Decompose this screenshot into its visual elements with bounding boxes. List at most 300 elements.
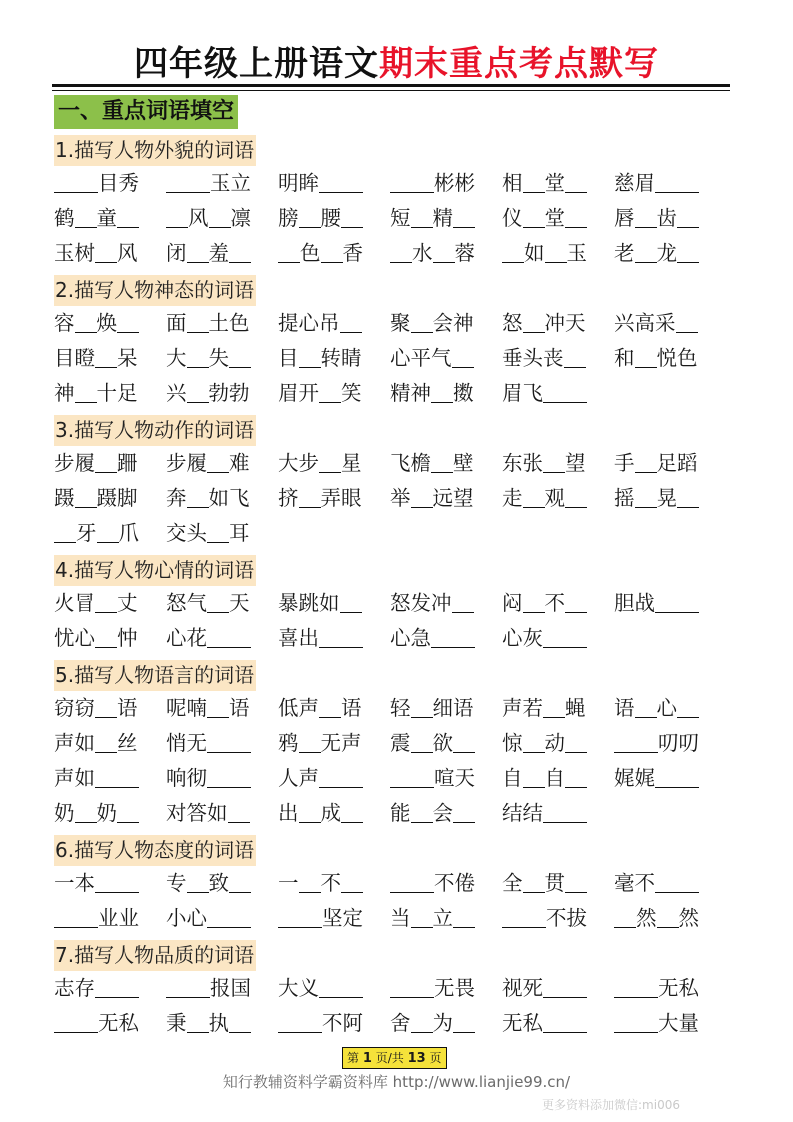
- fill-blank[interactable]: [677, 693, 699, 718]
- word-item: [390, 166, 502, 201]
- fill-blank[interactable]: [187, 343, 209, 368]
- fill-blank[interactable]: [54, 1008, 98, 1033]
- word-char: 天: [565, 311, 586, 335]
- word-char: 奶: [96, 801, 117, 825]
- fill-blank[interactable]: [523, 763, 545, 788]
- fill-blank[interactable]: [95, 693, 117, 718]
- fill-blank[interactable]: [341, 868, 363, 893]
- fill-blank[interactable]: [411, 1008, 433, 1033]
- word-item: [166, 341, 278, 376]
- word-char: 悄: [166, 731, 187, 755]
- fill-blank[interactable]: [299, 483, 321, 508]
- fill-blank[interactable]: [614, 973, 658, 998]
- fill-blank[interactable]: [411, 203, 433, 228]
- word-char: 倦: [454, 871, 475, 895]
- fill-blank[interactable]: [229, 343, 251, 368]
- word-row: [54, 1006, 734, 1041]
- page-mid: 页/共: [375, 1051, 404, 1065]
- fill-blank[interactable]: [411, 728, 433, 753]
- word-char: 精: [432, 206, 453, 230]
- word-char: 水: [412, 241, 433, 265]
- word-item: [54, 376, 166, 411]
- word-char: 不: [434, 871, 455, 895]
- word-item: [278, 236, 390, 271]
- word-char: 语: [614, 696, 635, 720]
- fill-blank[interactable]: [278, 1008, 322, 1033]
- fill-blank[interactable]: [341, 798, 363, 823]
- word-char: 勃: [229, 381, 250, 405]
- word-item: [278, 376, 390, 411]
- fill-blank[interactable]: [299, 798, 321, 823]
- fill-blank[interactable]: [452, 343, 474, 368]
- word-char: 垂: [502, 346, 523, 370]
- fill-blank[interactable]: [166, 203, 188, 228]
- word-row: [54, 621, 734, 656]
- fill-blank[interactable]: [411, 903, 433, 928]
- word-item: [54, 1006, 166, 1041]
- word-char: 大: [166, 346, 187, 370]
- fill-blank[interactable]: [319, 763, 363, 788]
- fill-blank[interactable]: [390, 763, 434, 788]
- word-row: [54, 306, 734, 341]
- fill-blank[interactable]: [523, 168, 545, 193]
- fill-blank[interactable]: [411, 798, 433, 823]
- fill-blank[interactable]: [75, 203, 97, 228]
- word-char: 悦: [656, 346, 677, 370]
- word-item: [54, 691, 166, 726]
- fill-blank[interactable]: [299, 343, 321, 368]
- fill-blank[interactable]: [543, 378, 587, 403]
- fill-blank[interactable]: [565, 763, 587, 788]
- word-char: 飞: [229, 486, 250, 510]
- fill-blank[interactable]: [676, 308, 698, 333]
- word-char: 树: [74, 241, 95, 265]
- word-row: [54, 796, 734, 831]
- word-char: 足: [656, 451, 677, 475]
- fill-blank[interactable]: [299, 868, 321, 893]
- word-char: 人: [278, 766, 299, 790]
- word-char: 贯: [544, 871, 565, 895]
- category-heading: 6.描写人物态度的词语: [54, 835, 256, 866]
- fill-blank[interactable]: [75, 308, 97, 333]
- fill-blank[interactable]: [543, 623, 587, 648]
- word-char: 坚: [322, 906, 343, 930]
- word-item: [278, 761, 390, 796]
- fill-blank[interactable]: [411, 308, 433, 333]
- word-item: [390, 1006, 502, 1041]
- word-char: 胆: [614, 591, 635, 615]
- page-suffix: 页: [429, 1051, 442, 1065]
- word-char: 步: [298, 451, 319, 475]
- word-char: 壁: [453, 451, 474, 475]
- word-row: [54, 201, 734, 236]
- word-item: [614, 236, 714, 271]
- category-heading: 5.描写人物语言的词语: [54, 660, 256, 691]
- word-item: [614, 166, 714, 201]
- word-item: [502, 796, 614, 831]
- fill-blank[interactable]: [452, 588, 474, 613]
- word-char: 战: [634, 591, 655, 615]
- fill-blank[interactable]: [614, 903, 636, 928]
- fill-blank[interactable]: [166, 168, 210, 193]
- fill-blank[interactable]: [543, 798, 587, 823]
- category-heading: 4.描写人物心情的词语: [54, 555, 256, 586]
- fill-blank[interactable]: [319, 973, 363, 998]
- word-char: 彻: [186, 766, 207, 790]
- word-char: 语: [229, 696, 250, 720]
- fill-blank[interactable]: [207, 518, 229, 543]
- word-char: 足: [117, 381, 138, 405]
- fill-blank[interactable]: [75, 798, 97, 823]
- word-char: 走: [502, 486, 523, 510]
- fill-blank[interactable]: [117, 308, 139, 333]
- word-char: 量: [678, 1011, 699, 1035]
- word-char: 彬: [454, 171, 475, 195]
- word-char: 交: [166, 521, 187, 545]
- fill-blank[interactable]: [523, 308, 545, 333]
- fill-blank[interactable]: [95, 238, 117, 263]
- word-item: [166, 306, 278, 341]
- page-prefix: 第: [347, 1051, 360, 1065]
- fill-blank[interactable]: [321, 238, 343, 263]
- word-char: 冒: [74, 591, 95, 615]
- fill-blank[interactable]: [95, 343, 117, 368]
- word-char: 低: [278, 696, 299, 720]
- fill-blank[interactable]: [677, 238, 699, 263]
- word-char: 存: [74, 976, 95, 1000]
- fill-blank[interactable]: [523, 483, 545, 508]
- fill-blank[interactable]: [228, 798, 250, 823]
- word-char: 眉: [634, 171, 655, 195]
- fill-blank[interactable]: [278, 238, 300, 263]
- fill-blank[interactable]: [207, 763, 251, 788]
- word-char: 聚: [390, 311, 411, 335]
- fill-blank[interactable]: [229, 238, 251, 263]
- word-char: 喜: [278, 626, 299, 650]
- word-char: 神: [54, 381, 75, 405]
- word-item: [502, 306, 614, 341]
- fill-blank[interactable]: [565, 203, 587, 228]
- fill-blank[interactable]: [655, 168, 699, 193]
- word-item: [166, 236, 278, 271]
- word-char: 能: [390, 801, 411, 825]
- fill-blank[interactable]: [187, 868, 209, 893]
- word-item: [502, 236, 614, 271]
- word-char: 凛: [230, 206, 251, 230]
- word-char: 当: [390, 906, 411, 930]
- fill-blank[interactable]: [565, 168, 587, 193]
- fill-blank[interactable]: [207, 448, 229, 473]
- word-char: 龙: [656, 241, 677, 265]
- word-item: [614, 201, 714, 236]
- fill-blank[interactable]: [340, 588, 362, 613]
- word-item: [390, 621, 502, 656]
- fill-blank[interactable]: [278, 903, 322, 928]
- word-char: 娓: [614, 766, 635, 790]
- word-char: 天: [229, 591, 250, 615]
- fill-blank[interactable]: [166, 973, 210, 998]
- word-char: 蹈: [677, 451, 698, 475]
- word-item: [502, 201, 614, 236]
- fill-blank[interactable]: [207, 728, 251, 753]
- word-item: [54, 726, 166, 761]
- fill-blank[interactable]: [207, 693, 229, 718]
- word-item: [502, 1006, 614, 1041]
- fill-blank[interactable]: [117, 203, 139, 228]
- fill-blank[interactable]: [319, 168, 363, 193]
- word-item: [390, 236, 502, 271]
- word-item: [502, 166, 614, 201]
- word-char: 童: [96, 206, 117, 230]
- word-item: [502, 621, 614, 656]
- word-char: 私: [522, 1011, 543, 1035]
- fill-blank[interactable]: [75, 483, 97, 508]
- fill-blank[interactable]: [207, 623, 251, 648]
- word-item: [278, 726, 390, 761]
- fill-blank[interactable]: [635, 483, 657, 508]
- word-item: [166, 481, 278, 516]
- fill-blank[interactable]: [187, 308, 209, 333]
- word-char: 履: [186, 451, 207, 475]
- word-char: 业: [98, 906, 119, 930]
- word-char: 目: [278, 346, 299, 370]
- word-char: 摇: [614, 486, 635, 510]
- word-char: 忡: [117, 626, 138, 650]
- fill-blank[interactable]: [453, 903, 475, 928]
- fill-blank[interactable]: [564, 343, 586, 368]
- word-item: [54, 971, 166, 1006]
- word-item: [390, 691, 502, 726]
- category-heading-wrap: [54, 411, 734, 446]
- fill-blank[interactable]: [319, 448, 341, 473]
- word-char: 声: [54, 731, 75, 755]
- word-char: 目: [54, 346, 75, 370]
- word-char: 瞪: [74, 346, 95, 370]
- fill-blank[interactable]: [545, 238, 567, 263]
- word-item: [614, 901, 714, 936]
- fill-blank[interactable]: [229, 868, 251, 893]
- word-char: 惊: [502, 731, 523, 755]
- word-char: 相: [502, 171, 523, 195]
- fill-blank[interactable]: [54, 168, 98, 193]
- word-item: [54, 586, 166, 621]
- word-char: 眉: [278, 381, 299, 405]
- fill-blank[interactable]: [187, 378, 209, 403]
- fill-blank[interactable]: [319, 378, 341, 403]
- fill-blank[interactable]: [117, 798, 139, 823]
- word-char: 望: [453, 486, 474, 510]
- fill-blank[interactable]: [565, 483, 587, 508]
- fill-blank[interactable]: [635, 203, 657, 228]
- page-indicator: [342, 1047, 447, 1069]
- fill-blank[interactable]: [187, 483, 209, 508]
- fill-blank[interactable]: [54, 518, 76, 543]
- word-item: [54, 516, 166, 551]
- word-char: 火: [54, 591, 75, 615]
- footer-site-link[interactable]: 知行教辅资料学霸资料库 http://www.lianjie99.cn/: [222, 1073, 571, 1091]
- fill-blank[interactable]: [614, 1008, 658, 1033]
- fill-blank[interactable]: [502, 238, 524, 263]
- fill-blank[interactable]: [207, 903, 251, 928]
- word-row: [54, 481, 734, 516]
- fill-blank[interactable]: [543, 1008, 587, 1033]
- fill-blank[interactable]: [502, 903, 546, 928]
- word-char: 秉: [166, 1011, 187, 1035]
- fill-blank[interactable]: [635, 238, 657, 263]
- word-char: 一: [54, 871, 75, 895]
- fill-blank[interactable]: [543, 693, 565, 718]
- fill-blank[interactable]: [187, 238, 209, 263]
- fill-blank[interactable]: [319, 623, 363, 648]
- word-char: 震: [390, 731, 411, 755]
- word-char: 弄: [320, 486, 341, 510]
- word-char: 短: [390, 206, 411, 230]
- word-item: [278, 866, 390, 901]
- word-item: [54, 901, 166, 936]
- word-char: 不: [546, 906, 567, 930]
- fill-blank[interactable]: [657, 903, 679, 928]
- word-item: [54, 341, 166, 376]
- fill-blank[interactable]: [433, 238, 455, 263]
- fill-blank[interactable]: [431, 623, 475, 648]
- word-char: 齿: [656, 206, 677, 230]
- fill-blank[interactable]: [523, 203, 545, 228]
- fill-blank[interactable]: [390, 868, 434, 893]
- word-char: 檐: [410, 451, 431, 475]
- word-char: 如: [524, 241, 545, 265]
- word-char: 私: [678, 976, 699, 1000]
- fill-blank[interactable]: [565, 728, 587, 753]
- word-item: [166, 166, 278, 201]
- word-char: 结: [522, 801, 543, 825]
- fill-blank[interactable]: [523, 868, 545, 893]
- word-item: [166, 971, 278, 1006]
- fill-blank[interactable]: [453, 203, 475, 228]
- fill-blank[interactable]: [431, 378, 453, 403]
- word-char: 如: [208, 486, 229, 510]
- word-char: 腰: [320, 206, 341, 230]
- fill-blank[interactable]: [453, 1008, 475, 1033]
- fill-blank[interactable]: [299, 728, 321, 753]
- word-char: 呢: [166, 696, 187, 720]
- category-heading: 7.描写人物品质的词语: [54, 940, 256, 971]
- word-item: [278, 796, 390, 831]
- fill-blank[interactable]: [207, 588, 229, 613]
- word-item: [54, 236, 166, 271]
- title-rule-thin: [52, 90, 730, 91]
- word-char: 出: [298, 626, 319, 650]
- word-char: 彬: [434, 171, 455, 195]
- word-char: 举: [390, 486, 411, 510]
- category-heading: 1.描写人物外貌的词语: [54, 135, 256, 166]
- fill-blank[interactable]: [75, 378, 97, 403]
- word-char: 死: [522, 976, 543, 1000]
- word-char: 定: [342, 906, 363, 930]
- word-char: 天: [454, 766, 475, 790]
- word-char: 怒: [390, 591, 411, 615]
- word-char: 急: [410, 626, 431, 650]
- word-char: 履: [74, 451, 95, 475]
- fill-blank[interactable]: [565, 588, 587, 613]
- fill-blank[interactable]: [187, 1008, 209, 1033]
- word-char: 心: [502, 626, 523, 650]
- category-heading-wrap: [54, 936, 734, 971]
- fill-blank[interactable]: [453, 798, 475, 823]
- word-char: 不: [322, 1011, 343, 1035]
- fill-blank[interactable]: [543, 448, 565, 473]
- fill-blank[interactable]: [411, 693, 433, 718]
- fill-blank[interactable]: [677, 203, 699, 228]
- word-item: [166, 901, 278, 936]
- word-item: [278, 691, 390, 726]
- fill-blank[interactable]: [319, 693, 341, 718]
- fill-blank[interactable]: [655, 763, 699, 788]
- fill-blank[interactable]: [635, 343, 657, 368]
- fill-blank[interactable]: [97, 518, 119, 543]
- fill-blank[interactable]: [390, 973, 434, 998]
- fill-blank[interactable]: [677, 483, 699, 508]
- word-item: [614, 586, 714, 621]
- fill-blank[interactable]: [390, 238, 412, 263]
- fill-blank[interactable]: [229, 1008, 251, 1033]
- fill-blank[interactable]: [341, 203, 363, 228]
- word-char: 会: [432, 311, 453, 335]
- word-char: 心: [298, 311, 319, 335]
- word-char: 提: [278, 311, 299, 335]
- fill-blank[interactable]: [655, 588, 699, 613]
- word-char: 义: [298, 976, 319, 1000]
- word-item: [390, 341, 502, 376]
- fill-blank[interactable]: [431, 448, 453, 473]
- word-char: 自: [544, 766, 565, 790]
- fill-blank[interactable]: [95, 868, 139, 893]
- word-char: 步: [54, 451, 75, 475]
- fill-blank[interactable]: [95, 623, 117, 648]
- fill-blank[interactable]: [340, 308, 362, 333]
- fill-blank[interactable]: [635, 693, 657, 718]
- fill-blank[interactable]: [565, 868, 587, 893]
- fill-blank[interactable]: [209, 203, 231, 228]
- fill-blank[interactable]: [411, 483, 433, 508]
- fill-blank[interactable]: [543, 973, 587, 998]
- fill-blank[interactable]: [95, 763, 139, 788]
- fill-blank[interactable]: [635, 448, 657, 473]
- word-char: 失: [208, 346, 229, 370]
- fill-blank[interactable]: [655, 868, 699, 893]
- fill-blank[interactable]: [95, 448, 117, 473]
- fill-blank[interactable]: [523, 588, 545, 613]
- word-char: 晃: [656, 486, 677, 510]
- fill-blank[interactable]: [95, 588, 117, 613]
- word-row: [54, 376, 734, 411]
- fill-blank[interactable]: [523, 728, 545, 753]
- fill-blank[interactable]: [95, 973, 139, 998]
- word-char: 色: [229, 311, 250, 335]
- fill-blank[interactable]: [54, 903, 98, 928]
- word-char: 拔: [566, 906, 587, 930]
- fill-blank[interactable]: [95, 728, 117, 753]
- word-char: 羞: [208, 241, 229, 265]
- fill-blank[interactable]: [299, 203, 321, 228]
- fill-blank[interactable]: [614, 728, 658, 753]
- fill-blank[interactable]: [453, 728, 475, 753]
- fill-blank[interactable]: [390, 168, 434, 193]
- category-heading-wrap: [54, 656, 734, 691]
- word-char: 语: [117, 696, 138, 720]
- word-char: 志: [54, 976, 75, 1000]
- word-char: 心: [390, 346, 411, 370]
- word-char: 畏: [454, 976, 475, 1000]
